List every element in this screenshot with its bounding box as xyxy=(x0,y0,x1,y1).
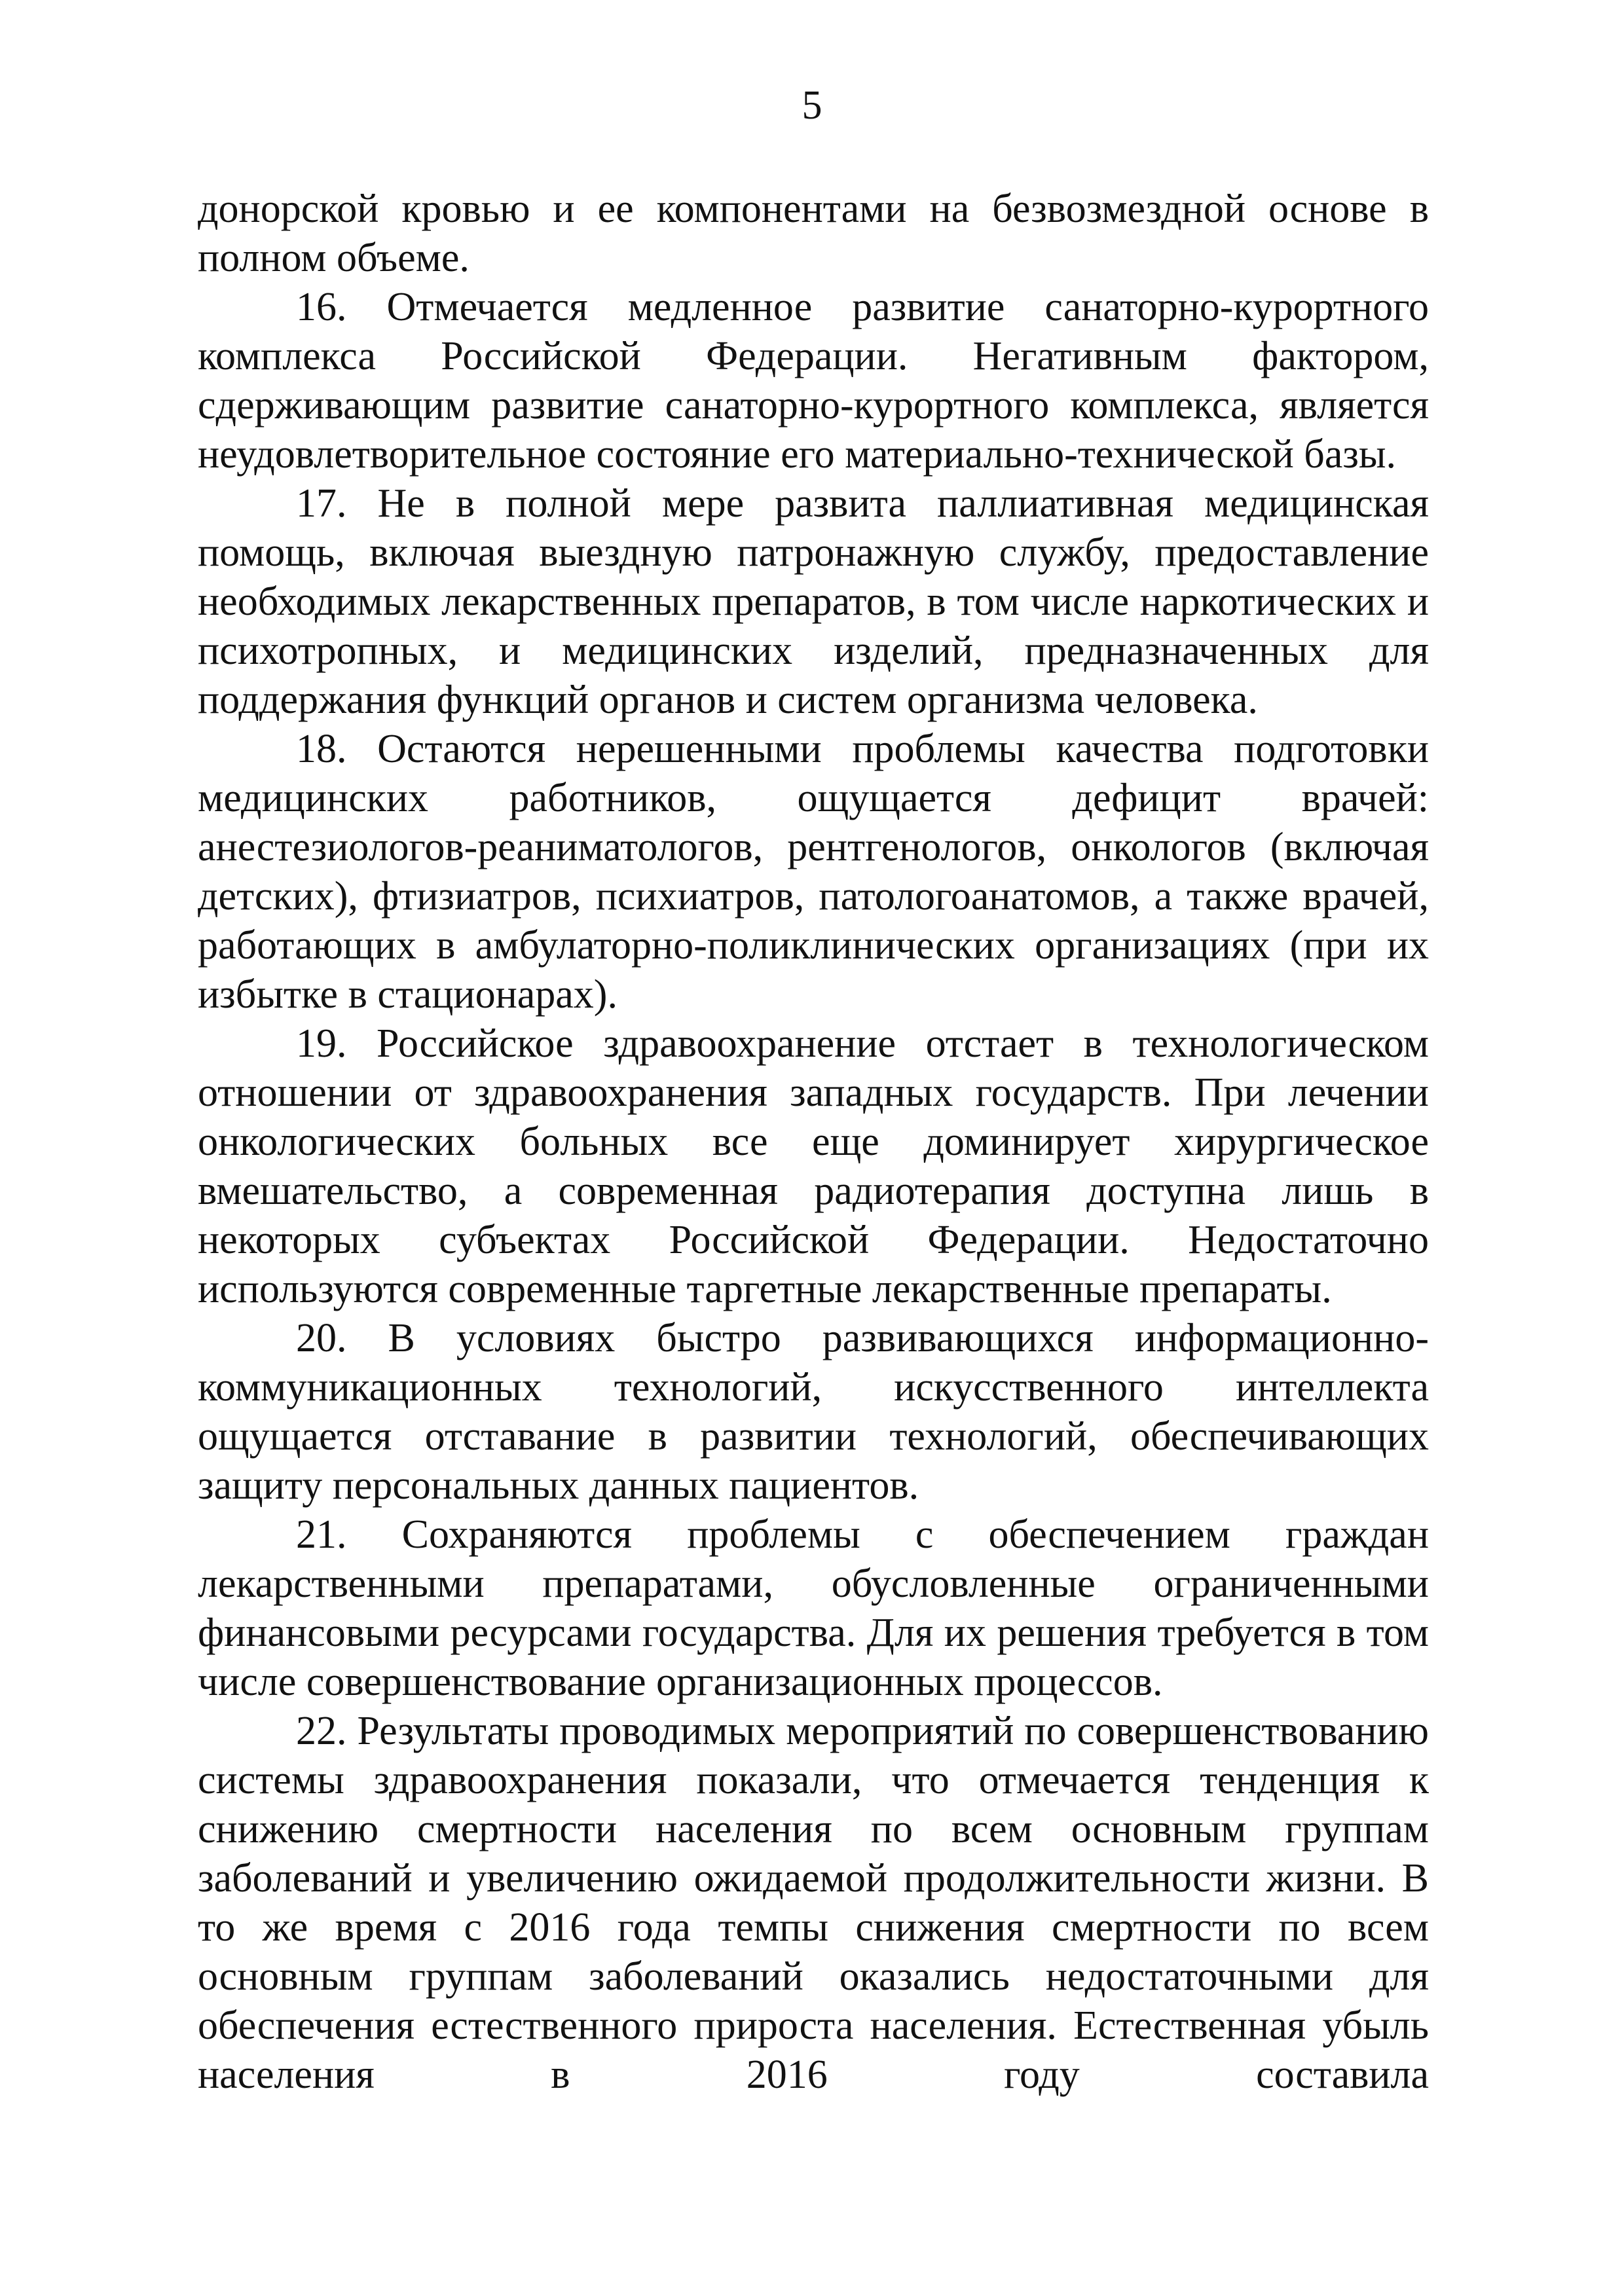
document-body xyxy=(198,185,1429,2100)
paragraph-item-22: 22. Результаты проводимых мероприятий по совершенствованию системы здравоохранения показали, что отмечается тенденция к снижению смертности населения по всем основным группам заболеваний и увеличению ожидаемой продолжительности жизни. В то же время с 2016 года темпы снижения смертности по всем основным группам заболеваний оказались недостаточными для обеспечения естественного прироста населения. Естественная убыль населения в 2016 году составила xyxy=(198,1709,1429,2097)
paragraph-item-16: 16. Отмечается медленное развитие санаторно-курортного комплекса Российской Федерации. Негативным фактором, сдерживающим развитие санаторно-курортного комплекса, является неудовлетворительное состояние его материально-технической базы. xyxy=(198,285,1429,477)
paragraph-item-21: 21. Сохраняются проблемы с обеспечением граждан лекарственными препаратами, обусловленные ограниченными финансовыми ресурсами государства. Для их решения требуется в том числе совершенствование организационных процессов. xyxy=(198,1512,1429,1704)
paragraph-item-17: 17. Не в полной мере развита паллиативная медицинская помощь, включая выездную патронажную службу, предоставление необходимых лекарственных препаратов, в том числе наркотических и психотропных, и медицинских изделий, предназначенных для поддержания функций органов и систем организма человека. xyxy=(198,481,1429,722)
paragraph-item-18: 18. Остаются нерешенными проблемы качества подготовки медицинских работников, ощущается дефицит врачей: анестезиологов-реаниматологов, рентгенологов, онкологов (включая детских), фтизиатров, психиатров, патологоанатомов, а также врачей, работающих в амбулаторно-поликлинических организациях (при их избытке в стационарах). xyxy=(198,727,1429,1017)
paragraph-continuation: донорской кровью и ее компонентами на безвозмездной основе в полном объеме. xyxy=(198,187,1429,280)
paragraph-item-20: 20. В условиях быстро развивающихся информационно-коммуникационных технологий, искусственного интеллекта ощущается отставание в развитии технологий, обеспечивающих защиту персональных данных пациентов. xyxy=(198,1316,1429,1508)
paragraph-item-19: 19. Российское здравоохранение отстает в технологическом отношении от здравоохранения западных государств. При лечении онкологических больных все еще доминирует хирургическое вмешательство, а современная радиотерапия доступна лишь в некоторых субъектах Российской Федерации. Недостаточно используются современные таргетные лекарственные препараты. xyxy=(198,1021,1429,1311)
page-number: 5 xyxy=(802,83,822,128)
